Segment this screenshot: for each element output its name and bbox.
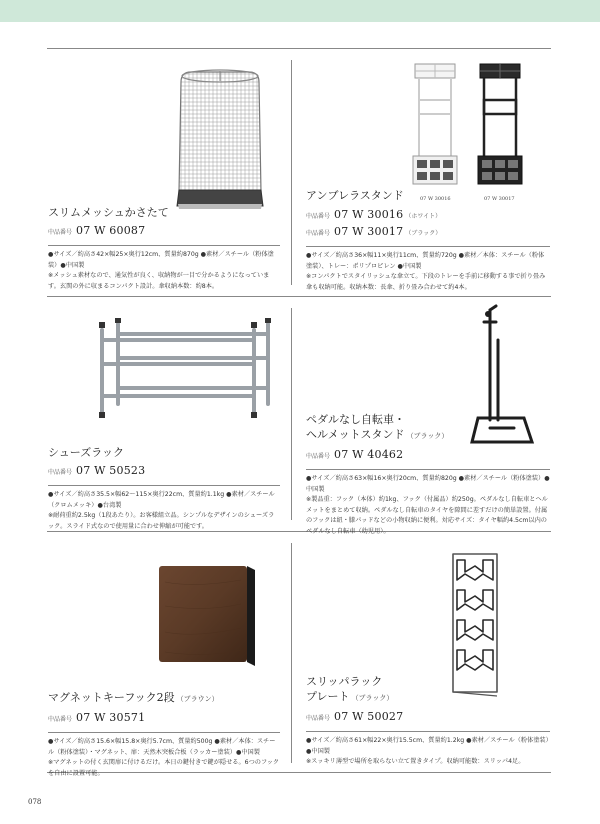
product-slipper-rack-plate [306, 674, 550, 768]
page-number: 078 [28, 798, 42, 806]
product-name: アンブレラスタンド [306, 189, 404, 202]
product-description: ●サイズ／約高さ61×幅22×奥行15.5cm、質量約1.2kg ●素材／スチール（粉体塗装）●中国製 ※スッキリ薄型で場所を取らない立て置きタイプ。収納可能数：スリッパ4足。 [306, 737, 549, 765]
product-description: ●サイズ／約高さ35.5×幅62〜115×奥行22cm、質量約1.1kg ●素材／スチール（クロムメッキ）●台湾製 ※耐荷重約2.5kg（1段あたり）。お客様組立品。シンプルなデザインのシューズラック。スライド式なので使用量に合わせ伸縮が可能です。 [48, 491, 275, 530]
product-code: 中品番号 07 W 50523 [48, 464, 146, 477]
image-caption-black: 07 W 30017 [484, 196, 515, 202]
product-code: 中品番号 07 W 60087 [48, 224, 146, 237]
image-caption-white: 07 W 30016 [420, 196, 451, 202]
shoe-rack-image [92, 318, 276, 422]
product-name: スリムメッシュかさたて [48, 206, 169, 219]
product-code: 中品番号 07 W 30571 [48, 711, 146, 724]
product-name: マグネットキーフック2段 （ブラウン） [48, 691, 219, 704]
magnetic-key-hook-image [155, 562, 260, 672]
product-code-black: 中品番号 07 W 30017 （ブラック） [306, 225, 442, 238]
product-umbrella-stand [306, 188, 550, 293]
product-description: ●サイズ／約高さ42×幅25×奥行12cm、質量約870g ●素材／スチール（粉体塗装）●中国製 ※メッシュ素材なので、通気性が良く、収納物が一目で分かるようになっています。玄関の外に収まるコンパクト設計。傘収納本数：約8本。 [48, 251, 274, 290]
product-name: ペダルなし自転車・ ヘルメットスタンド （ブラック） [306, 413, 449, 441]
column-rule-3 [291, 543, 292, 763]
product-description: ●サイズ／約高さ36×幅11×奥行11cm、質量約720g ●素材／本体：スチール（粉体塗装）、トレー：ポリプロピレン ●中国製 ※コンパクトでスタイリッシュな傘立て。下段のトレーを手前に移動する事で折り畳み傘も収納可能。収納本数：長傘、折り畳み合わせて約4本。 [306, 252, 546, 291]
product-name: シューズラック [48, 446, 125, 459]
product-name: スリッパラック プレート （ブラック） [306, 675, 394, 703]
umbrella-stand-white-image [405, 60, 465, 190]
product-slim-mesh-umbrella-stand [48, 205, 280, 292]
mesh-umbrella-stand-image [175, 64, 265, 214]
product-magnetic-key-hook [48, 690, 280, 779]
product-bike-helmet-stand [306, 412, 550, 537]
umbrella-stand-black-image [470, 60, 530, 190]
product-description: ●サイズ／約高さ63×幅16×奥行20cm、質量約820g ●素材／スチール（粉体塗装）●中国製 ※製品重：フック（本体）約1kg、フック（付属品）約250g。ペダルなし自転車とヘルメットをまとめて収納。ペダルなし自転車のタイヤを隙間に差すだけの簡単設置。付属のフックは紐・膝パッドなどの小物収納に便利。対応サイズ：タイヤ幅約4.5cm以内のペダルなし自転車（幼児用）。 [306, 475, 550, 535]
column-rule-1 [291, 60, 292, 285]
product-code: 中品番号 07 W 50027 [306, 710, 404, 723]
product-code: 中品番号 07 W 40462 [306, 448, 404, 461]
row-rule-1 [47, 296, 551, 297]
header-band [0, 0, 600, 22]
top-rule [47, 48, 551, 49]
product-code-white: 中品番号 07 W 30016 （ホワイト） [306, 208, 442, 221]
product-description: ●サイズ／約高さ15.6×幅15.8×奥行5.7cm、質量約500g ●素材／本体：スチール（粉体塗装）・マグネット、扉：天然木突板合板（ラッカー塗装）●中国製 ※マグネットの付く玄関扉に付けるだけ。本日の鍵付きで鍵が隠せる。6つのフックを自由に設置可能。 [48, 738, 280, 777]
product-shoe-rack [48, 445, 280, 532]
column-rule-2 [291, 308, 292, 520]
